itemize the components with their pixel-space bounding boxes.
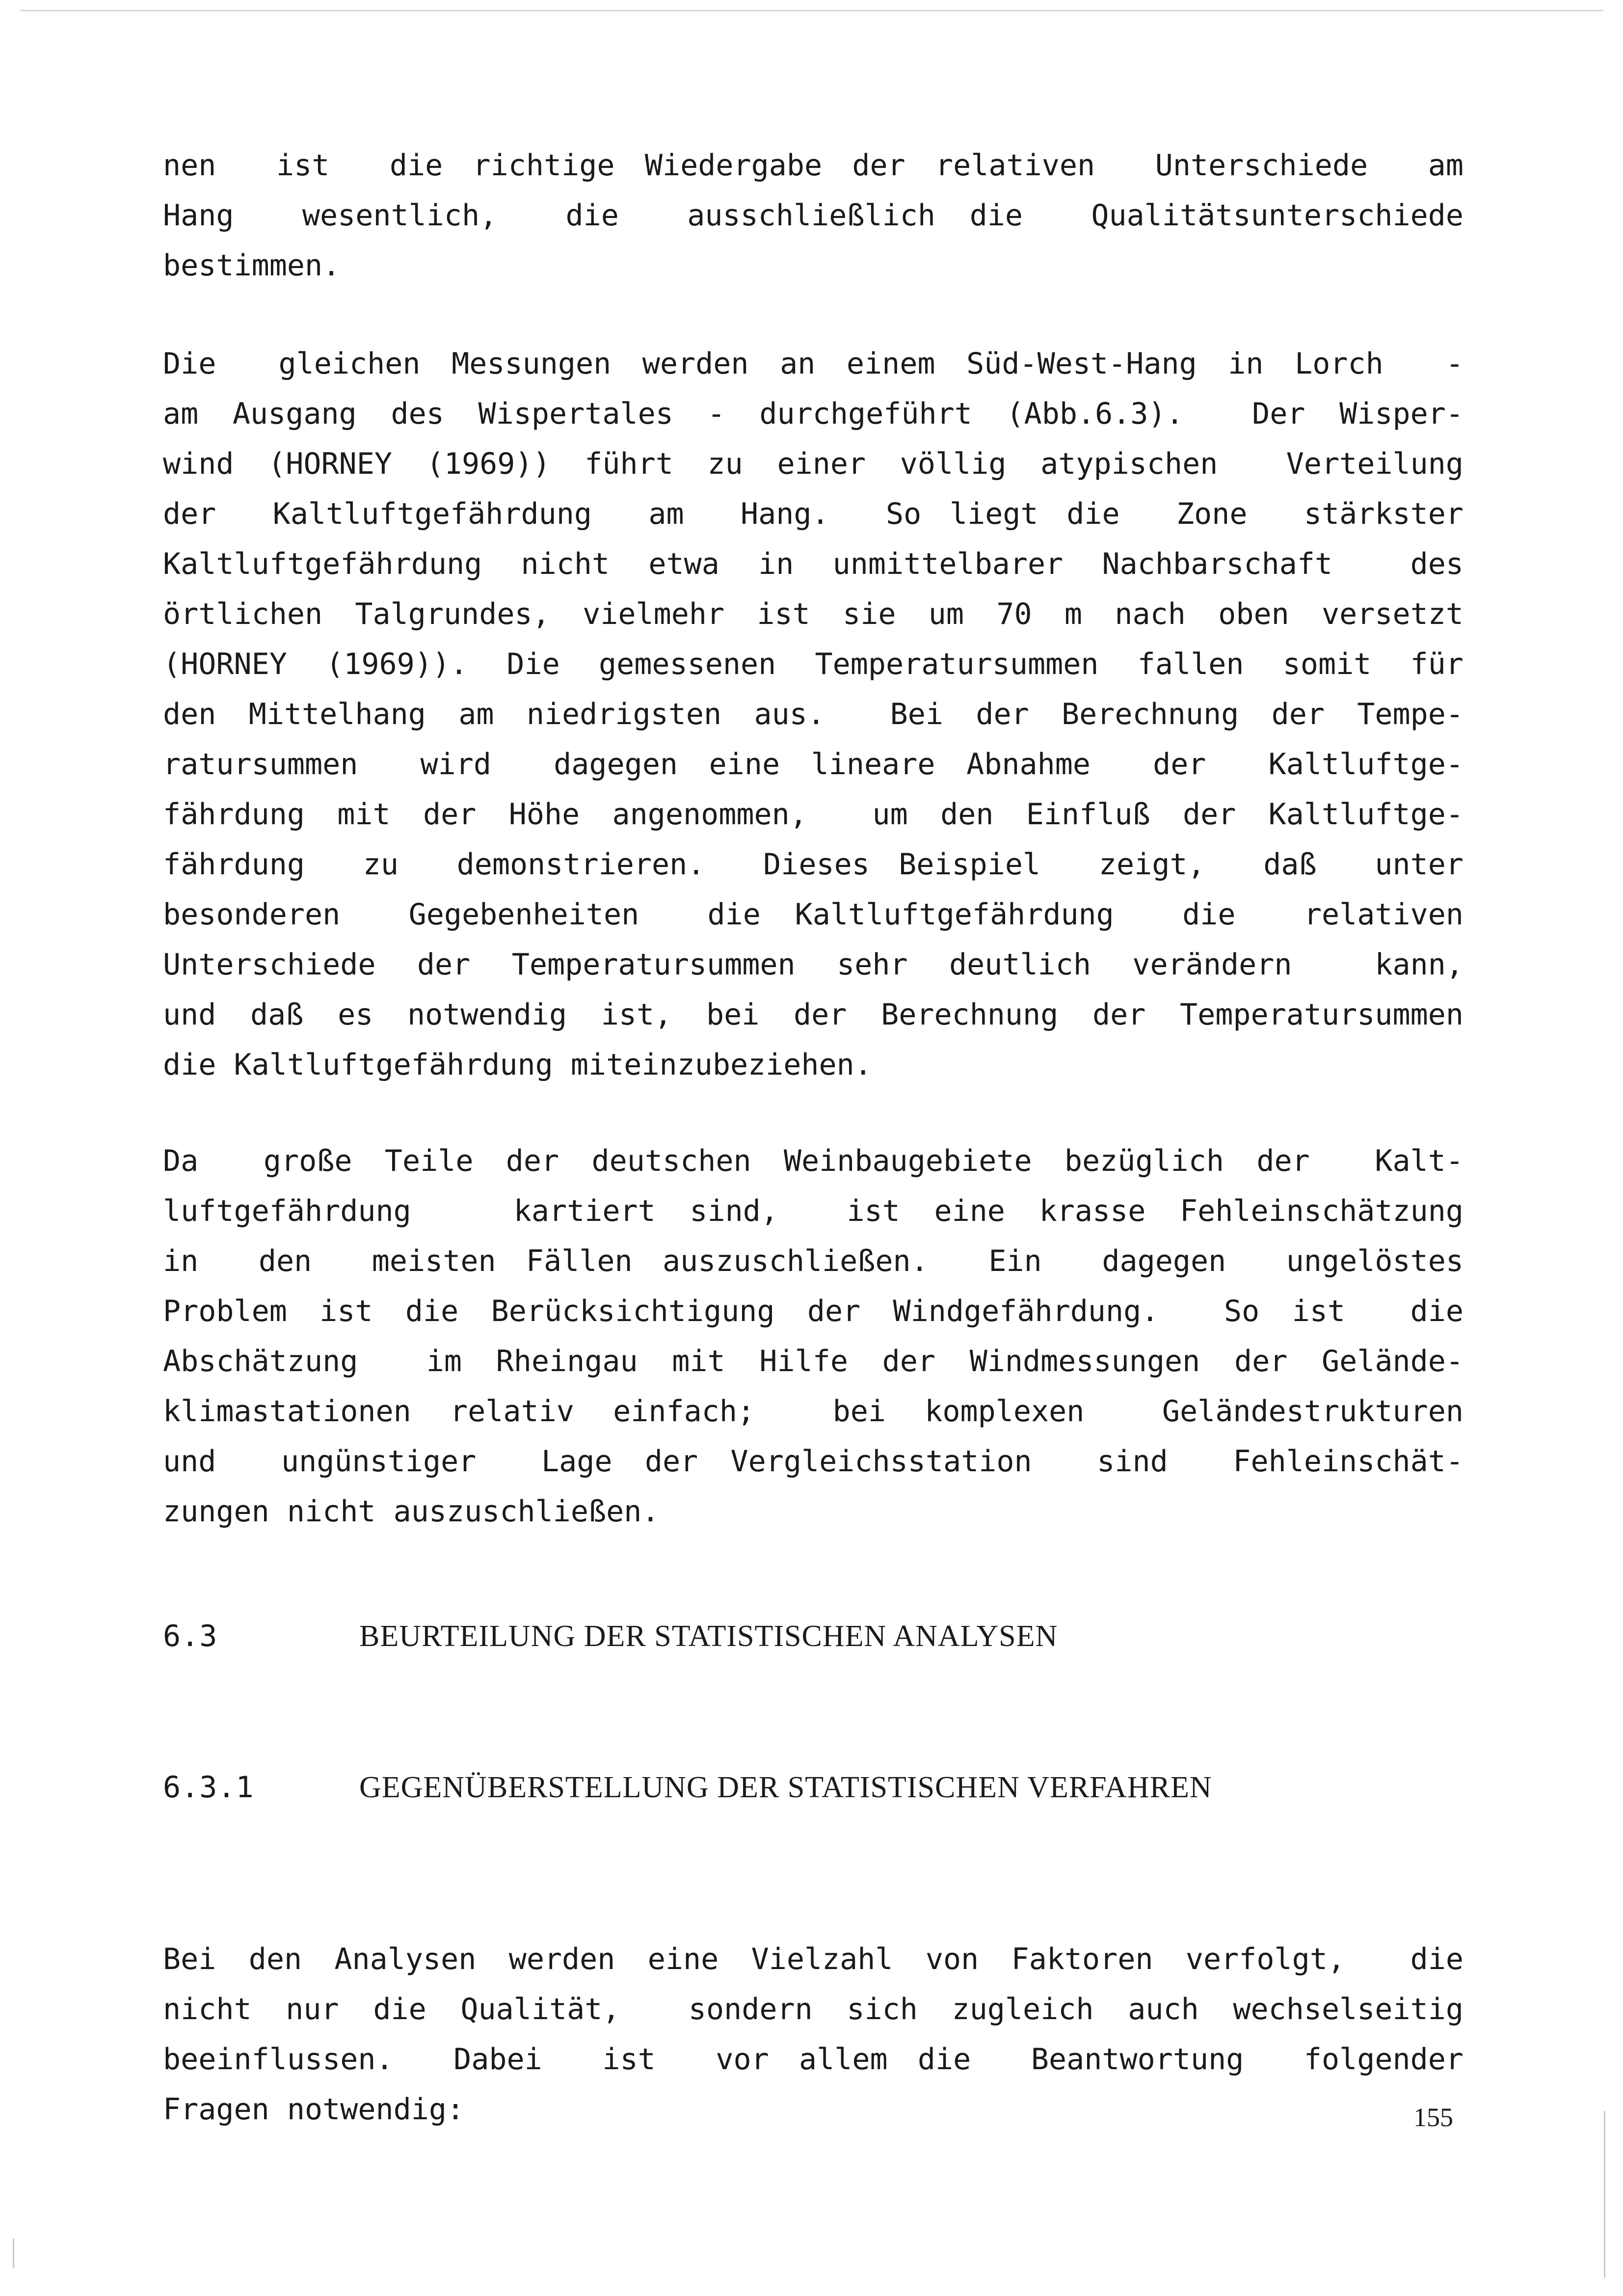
- text-line: und daß es notwendig ist, bei der Berechnung der Temperatursummen: [163, 998, 1463, 1032]
- section-heading-6-3-1: [163, 1770, 1212, 1805]
- text-line: zungen nicht auszuschließen.: [163, 1494, 660, 1529]
- section-title: BEURTEILUNG DER STATISTISCHEN ANALYSEN: [359, 1620, 1058, 1653]
- text-line: nen ist die richtige Wiedergabe der relativen Unterschiede am: [163, 148, 1463, 183]
- text-line: Die gleichen Messungen werden an einem Süd-West-Hang in Lorch -: [163, 347, 1463, 381]
- paragraph-1: [163, 140, 1463, 291]
- scan-right-edge-mark: [1604, 2111, 1605, 2278]
- section-number: 6.3.1: [163, 1770, 254, 1805]
- text-line: besonderen Gegebenheiten die Kaltluftgefährdung die relativen: [163, 897, 1463, 932]
- text-line: Problem ist die Berücksichtigung der Windgefährdung. So ist die: [163, 1294, 1463, 1328]
- section-number: 6.3: [163, 1619, 218, 1653]
- text-line: örtlichen Talgrundes, vielmehr ist sie um 70 m nach oben versetzt: [163, 597, 1463, 631]
- section-title: GEGENÜBERSTELLUNG DER STATISTISCHEN VERFAHREN: [359, 1771, 1212, 1804]
- text-line: nicht nur die Qualität, sondern sich zugleich auch wechselseitig: [163, 1992, 1463, 2026]
- paragraph-4: [163, 1934, 1463, 2134]
- text-line: Bei den Analysen werden eine Vielzahl von Faktoren verfolgt, die: [163, 1942, 1463, 1976]
- text-line: (HORNEY (1969)). Die gemessenen Temperatursummen fallen somit für: [163, 647, 1463, 681]
- text-line: in den meisten Fällen auszuschließen. Ein dagegen ungelöstes: [163, 1244, 1463, 1278]
- text-line: Abschätzung im Rheingau mit Hilfe der Windmessungen der Gelände-: [163, 1344, 1463, 1378]
- text-line: Unterschiede der Temperatursummen sehr deutlich verändern kann,: [163, 947, 1463, 982]
- text-line: fährdung zu demonstrieren. Dieses Beispiel zeigt, daß unter: [163, 847, 1463, 882]
- text-line: beeinflussen. Dabei ist vor allem die Beantwortung folgender: [163, 2042, 1463, 2077]
- text-line: die Kaltluftgefährdung miteinzubeziehen.: [163, 1048, 872, 1082]
- text-line: Hang wesentlich, die ausschließlich die Qualitätsunterschiede: [163, 198, 1463, 233]
- text-line: Kaltluftgefährdung nicht etwa in unmittelbarer Nachbarschaft des: [163, 547, 1463, 581]
- text-line: luftgefährdung kartiert sind, ist eine krasse Fehleinschätzung: [163, 1194, 1463, 1228]
- paragraph-2: [163, 339, 1463, 1090]
- text-line: wind (HORNEY (1969)) führt zu einer völlig atypischen Verteilung: [163, 447, 1463, 481]
- scan-top-edge: [20, 10, 1603, 11]
- text-line: bestimmen.: [163, 248, 341, 283]
- text-line: ratursummen wird dagegen eine lineare Abnahme der Kaltluftge-: [163, 747, 1463, 782]
- text-line: Fragen notwendig:: [163, 2092, 465, 2127]
- text-line: am Ausgang des Wispertales - durchgeführt (Abb.6.3). Der Wisper-: [163, 397, 1463, 431]
- text-line: klimastationen relativ einfach; bei komplexen Geländestrukturen: [163, 1394, 1463, 1429]
- text-line: Da große Teile der deutschen Weinbaugebiete bezüglich der Kalt-: [163, 1144, 1463, 1178]
- text-line: und ungünstiger Lage der Vergleichsstation sind Fehleinschät-: [163, 1444, 1463, 1479]
- text-line: der Kaltluftgefährdung am Hang. So liegt die Zone stärkster: [163, 497, 1463, 531]
- text-line: den Mittelhang am niedrigsten aus. Bei der Berechnung der Tempe-: [163, 697, 1463, 731]
- text-line: fährdung mit der Höhe angenommen, um den Einfluß der Kaltluftge-: [163, 797, 1463, 832]
- paragraph-3: [163, 1136, 1463, 1537]
- section-heading-6-3: [163, 1619, 1058, 1654]
- scan-left-edge-mark: [13, 2239, 14, 2268]
- page-number: 155: [1413, 2103, 1453, 2132]
